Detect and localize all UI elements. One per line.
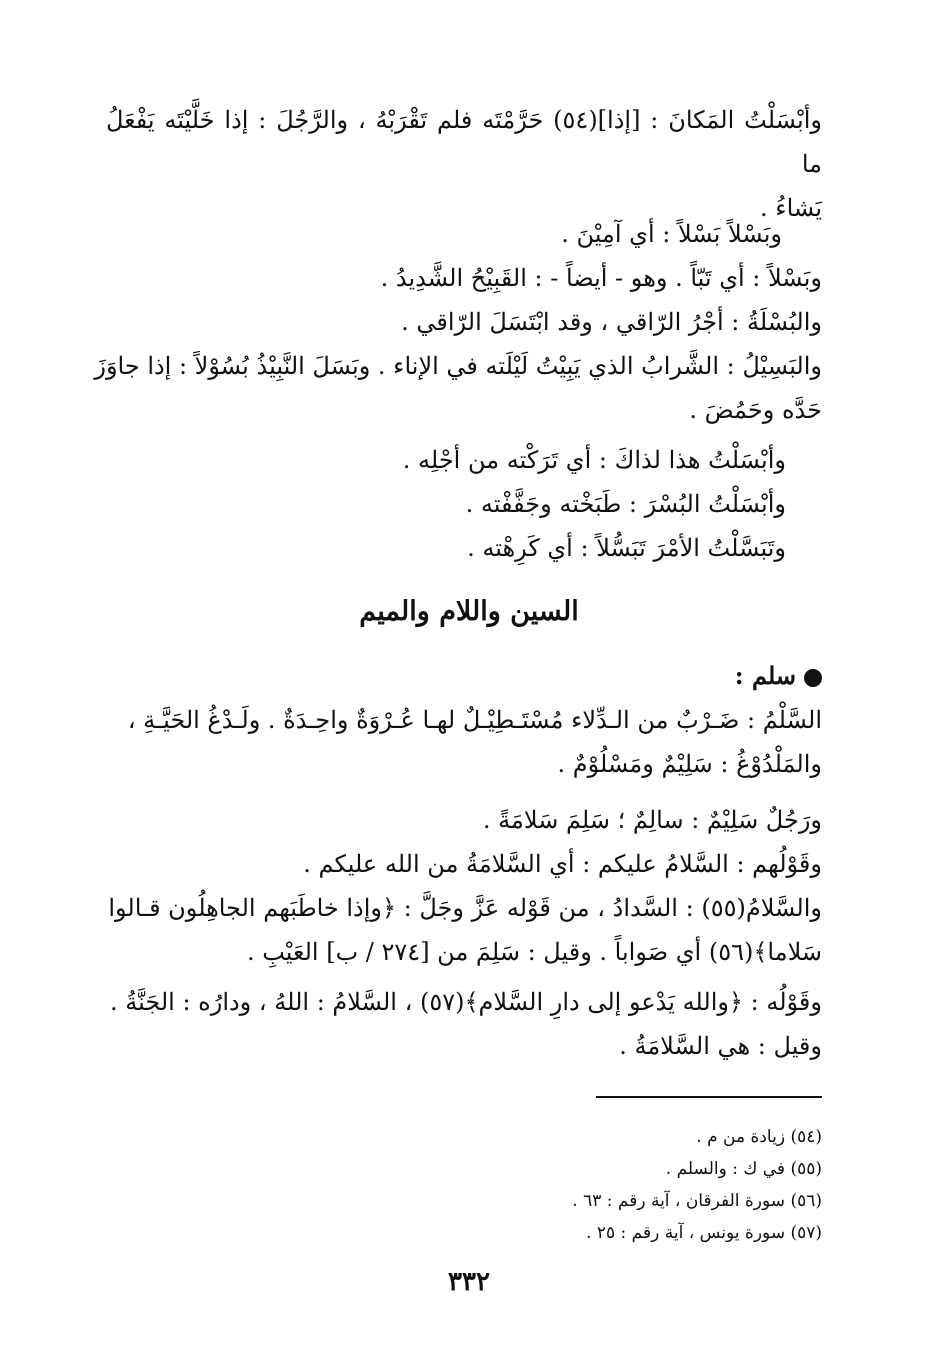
footnote-55: (٥٥) في ك : والسلم . [665, 1159, 822, 1179]
paragraph-5-line-4: سَلاما﴾(٥٦) أي صَواباً . وقيل : سَلِمَ من [٢٧٤ / ب] العَيْبِ . [246, 938, 822, 966]
footnote-56: (٥٦) سورة الفرقان ، آية رقم : ٦٣ . [572, 1191, 822, 1211]
paragraph-4-line-1: السَّلْمُ : ضَـرْبٌ من الـدِّلاء مُسْتَـطِيْـلٌ لهـا عُـرْوَةٌ واحِـدَةٌ . ولَـدْغُ الحَيَّـةِ ، [127, 706, 822, 734]
paragraph-2-line-1: وبَسْلاً بَسْلاً : أي آمِيْنَ . [561, 220, 782, 248]
footnote-separator [596, 1096, 822, 1098]
paragraph-1-line-1: وأبْسَلْتُ المَكانَ : [إذا](٥٤) حَرَّمْتَه فلم تَقْرَبْهُ ، والرَّجُلَ : إذا خَلَّيْتَه يَفْعَلُ ما [106, 106, 822, 178]
paragraph-1-line-2: يَشاءُ . [760, 194, 822, 222]
bullet-icon [804, 669, 822, 687]
paragraph-5 [106, 798, 822, 974]
paragraph-5-line-2: وقَوْلُهم : السَّلامُ عليكم : أي السَّلامَةُ من الله عليكم . [303, 850, 822, 878]
footnote-57: (٥٧) سورة يونس ، آية رقم : ٢٥ . [586, 1223, 822, 1243]
paragraph-4 [106, 654, 822, 786]
paragraph-2-line-2: وبَسْلاً : أي تَبّاً . وهو - أيضاً - : القَبِيْحُ الشَّدِيدُ . [380, 264, 822, 292]
section-heading: السين واللام والميم [359, 596, 579, 627]
paragraph-2-line-5: حَدَّه وحَمُضَ . [689, 396, 822, 424]
entry-label: سلم : [734, 661, 796, 690]
entry-header [106, 654, 822, 698]
paragraph-2-line-3: والبُسْلَةُ : أجْرُ الرّاقي ، وقد ابْتَسَلَ الرّاقي . [401, 308, 822, 336]
paragraph-5-line-3: والسَّلامُ(٥٥) : السَّدادُ ، من قَوْله عَزَّ وجَلَّ : ﴿وإذا خاطَبَهم الجاهِلُون قـالوا [108, 894, 822, 922]
footnote-54: (٥٤) زيادة من م . [696, 1127, 822, 1147]
paragraph-6-line-2: وقيل : هي السَّلامَةُ . [619, 1032, 822, 1060]
paragraph-3 [106, 438, 822, 570]
paragraph-1 [106, 98, 822, 230]
paragraph-5-line-1: ورَجُلٌ سَلِيْمٌ : سالِمٌ ؛ سَلِمَ سَلامَةً . [482, 806, 822, 834]
paragraph-2-line-4: والبَسِيْلُ : الشَّرابُ الذي يَبِيْتُ لَيْلَته في الإناء . وبَسَلَ النَّبِيْذُ بُسُوْلاً : إذا جاوَزَ [94, 352, 822, 380]
paragraph-3-line-1: وأبْسَلْتُ هذا لذاكَ : أي تَرَكْته من أجْلِه . [402, 446, 786, 474]
paragraph-6-line-1: وقَوْلُه : ﴿والله يَدْعو إلى دارِ السَّلام﴾(٥٧) ، السَّلامُ : اللهُ ، ودارُه : الجَنَّةُ . [109, 988, 822, 1016]
paragraph-3-line-2: وأبْسَلْتُ البُسْرَ : طَبَخْته وجَفَّفْته . [465, 490, 786, 518]
paragraph-2 [94, 212, 822, 432]
paragraph-4-line-2: والمَلْدُوْغُ : سَلِيْمٌ ومَسْلُوْمٌ . [557, 750, 822, 778]
paragraph-3-line-3: وتَبَسَّلْتُ الأمْرَ تَبَسُّلاً : أي كَرِهْته . [467, 534, 786, 562]
paragraph-6 [106, 980, 822, 1068]
page-number: ٣٣٢ [448, 1267, 490, 1297]
